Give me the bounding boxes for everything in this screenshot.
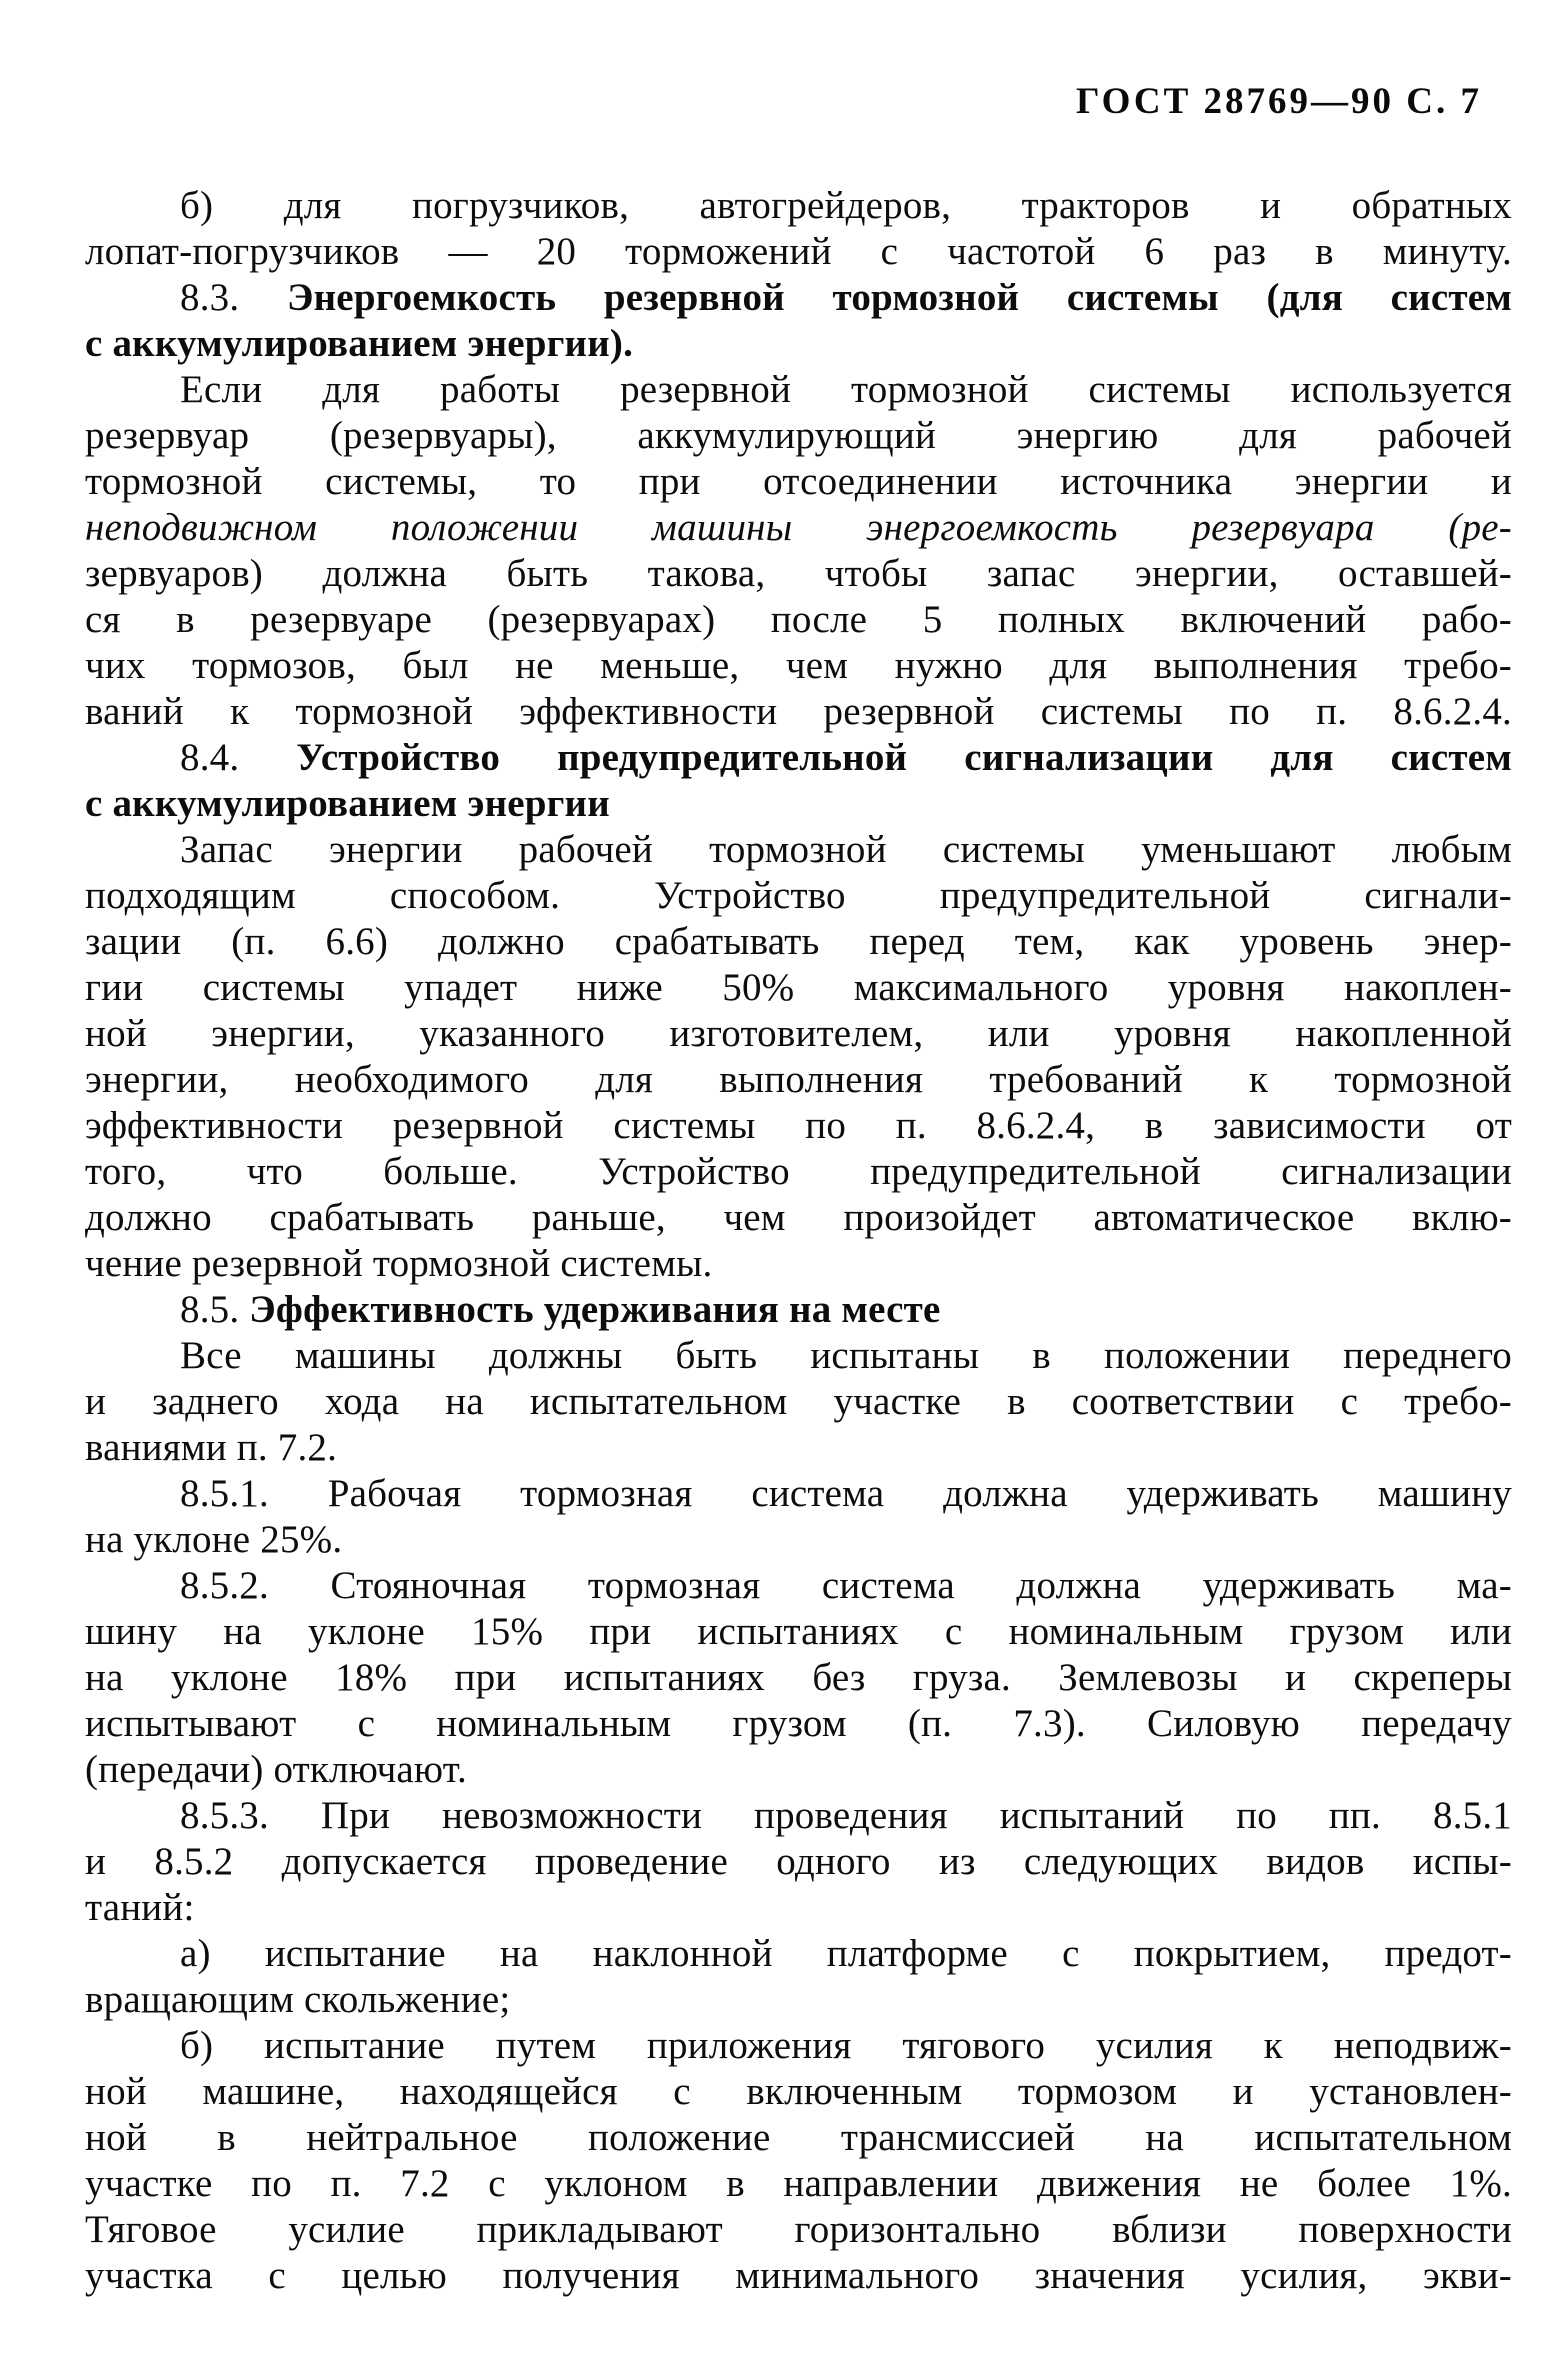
text-line [85,2253,1512,2299]
body-text: тормозной системы, то при отсоединении источника энергии и [85,460,1512,503]
body-text: 8.5.2. Стояночная тормозная система должна удерживать ма- [180,1564,1512,1607]
text-line [85,1701,1512,1747]
body-text: ной машине, находящейся с включенным тормозом и установлен- [85,2070,1512,2113]
body-text: 8.5.1. Рабочая тормозная система должна удерживать машину [180,1472,1512,1515]
body-text: должно срабатывать раньше, чем произойдет автоматическое вклю- [85,1196,1512,1239]
text-line [85,2023,1512,2069]
body-text: (передачи) отключают. [85,1748,467,1791]
body-text: ваний к тормозной эффективности резервной системы по п. 8.6.2.4. [85,690,1512,733]
italic-text: неподвижном положении машины энергоемкость резервуара (ре- [85,506,1512,549]
text-line [85,643,1512,689]
body-text: энергии, необходимого для выполнения требований к тормозной [85,1058,1512,1101]
body-text: на уклоне 25%. [85,1518,343,1561]
text-line [85,735,1512,781]
body-text: таний: [85,1886,195,1929]
text-line [85,1241,1512,1287]
body-text: б) испытание путем приложения тягового усилия к неподвиж- [180,2024,1512,2067]
body-text: 8.4. [180,736,297,779]
text-line [85,367,1512,413]
body-text: и 8.5.2 допускается проведение одного из следующих видов испы- [85,1840,1512,1883]
text-line [85,1839,1512,1885]
text-line [85,827,1512,873]
text-line [85,689,1512,735]
text-line [85,1057,1512,1103]
body-text: 8.3. [180,276,287,319]
body-text: Тяговое усилие прикладывают горизонтально вблизи поверхности [85,2208,1512,2251]
body-text: Если для работы резервной тормозной системы используется [180,368,1512,411]
text-line [85,1655,1512,1701]
text-line [85,1793,1512,1839]
body-text: 8.5.3. При невозможности проведения испытаний по пп. 8.5.1 [180,1794,1512,1837]
text-line [85,1103,1512,1149]
text-line [85,2115,1512,2161]
body-text: Запас энергии рабочей тормозной системы уменьшают любым [180,828,1512,871]
text-line [85,1287,1512,1333]
text-line [85,1517,1512,1563]
body-text: зации (п. 6.6) должно срабатывать перед тем, как уровень энер- [85,920,1512,963]
bold-text: с аккумулированием энергии [85,782,610,825]
text-line [85,1425,1512,1471]
body-text: и заднего хода на испытательном участке в соответствии с требо- [85,1380,1512,1423]
bold-text: с аккумулированием энергии). [85,322,634,365]
text-line [85,1885,1512,1931]
bold-text: Эффективность удерживания на месте [249,1288,941,1331]
text-line [85,1379,1512,1425]
body-text: участка с целью получения минимального значения усилия, экви- [85,2254,1512,2297]
text-line [85,183,1512,229]
body-text: чих тормозов, был не меньше, чем нужно для выполнения требо- [85,644,1512,687]
body-text: испытывают с номинальным грузом (п. 7.3). Силовую передачу [85,1702,1512,1745]
body-text: ной энергии, указанного изготовителем, или уровня накопленной [85,1012,1512,1055]
body-text: участке по п. 7.2 с уклоном в направлении движения не более 1%. [85,2162,1512,2205]
text-line [85,1333,1512,1379]
text-line [85,873,1512,919]
text-line [85,321,1512,367]
body-text: гии системы упадет ниже 50% максимального уровня накоплен- [85,966,1512,1009]
body-text: шину на уклоне 15% при испытаниях с номинальным грузом или [85,1610,1512,1653]
body-text: на уклоне 18% при испытаниях без груза. Землевозы и скреперы [85,1656,1512,1699]
body-text: ной в нейтральное положение трансмиссией на испытательном [85,2116,1512,2159]
text-line [85,965,1512,1011]
body-text: б) для погрузчиков, автогрейдеров, тракторов и обратных [180,184,1512,227]
body-text: ваниями п. 7.2. [85,1426,338,1469]
body-text: ся в резервуаре (резервуарах) после 5 полных включений рабо- [85,598,1512,641]
text-line [85,1747,1512,1793]
body-text: вращающим скольжение; [85,1978,511,2021]
text-line [85,551,1512,597]
body-text: а) испытание на наклонной платформе с покрытием, предот- [180,1932,1512,1975]
text-line [85,781,1512,827]
text-line [85,1609,1512,1655]
body-text: 8.5. [180,1288,250,1331]
body-text: подходящим способом. Устройство предупредительной сигнали- [85,874,1512,917]
document-body [85,183,1512,2299]
text-line [85,2069,1512,2115]
text-line [85,1977,1512,2023]
text-line [85,919,1512,965]
body-text: зервуаров) должна быть такова, чтобы запас энергии, оставшей- [85,552,1512,595]
text-line [85,229,1512,275]
body-text: резервуар (резервуары), аккумулирующий энергию для рабочей [85,414,1512,457]
body-text: лопат-погрузчиков — 20 торможений с частотой 6 раз в минуту. [85,230,1512,273]
body-text: Все машины должны быть испытаны в положении переднего [180,1334,1512,1377]
body-text: эффективности резервной системы по п. 8.6.2.4, в зависимости от [85,1104,1512,1147]
text-line [85,597,1512,643]
text-line [85,1931,1512,1977]
text-line [85,413,1512,459]
text-line [85,505,1512,551]
text-line [85,1471,1512,1517]
text-line [85,1011,1512,1057]
text-line [85,1149,1512,1195]
text-line [85,459,1512,505]
text-line [85,1195,1512,1241]
text-line [85,2207,1512,2253]
text-line [85,275,1512,321]
bold-text: Устройство предупредительной сигнализации для систем [296,736,1512,779]
page-header: ГОСТ 28769—90 С. 7 [1076,81,1482,122]
body-text: того, что больше. Устройство предупредительной сигнализации [85,1150,1512,1193]
text-line [85,2161,1512,2207]
body-text: чение резервной тормозной системы. [85,1242,713,1285]
text-line [85,1563,1512,1609]
bold-text: Энергоемкость резервной тормозной системы (для систем [286,276,1512,319]
